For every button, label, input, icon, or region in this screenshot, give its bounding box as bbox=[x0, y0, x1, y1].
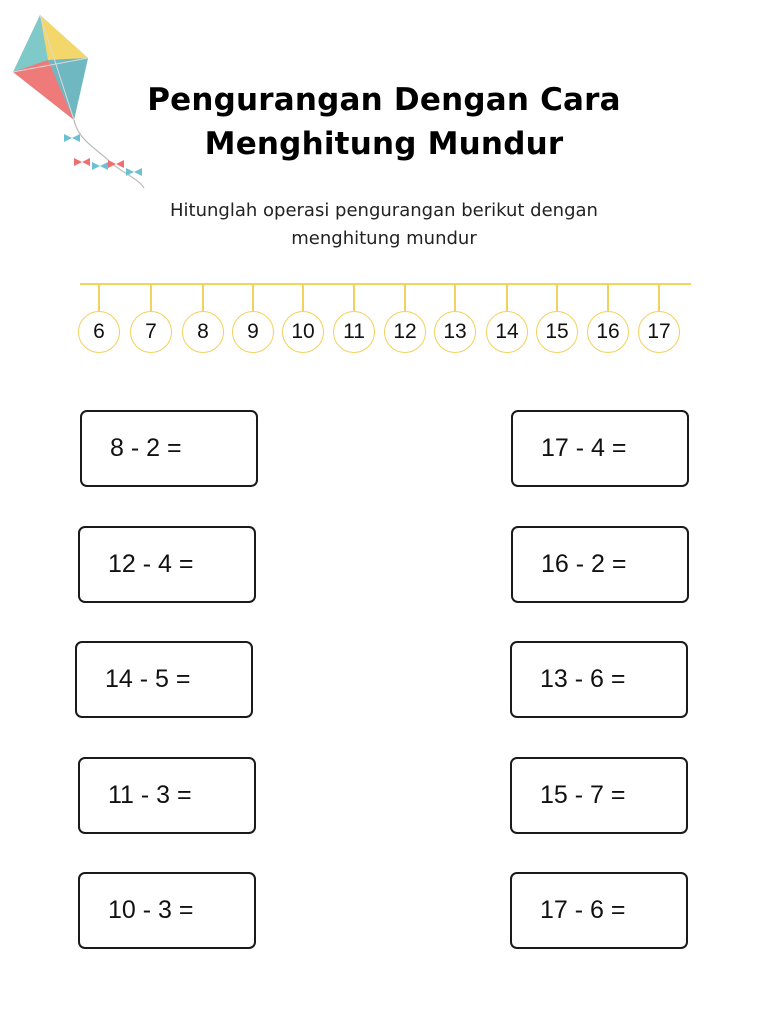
number-bead: 9 bbox=[232, 311, 274, 353]
number-bead: 17 bbox=[638, 311, 680, 353]
number-bead: 12 bbox=[384, 311, 426, 353]
number-bead: 6 bbox=[78, 311, 120, 353]
bead-string bbox=[202, 285, 204, 311]
number-line-rod bbox=[80, 283, 691, 285]
instructions-line-1: Hitunglah operasi pengurangan berikut dengan bbox=[170, 200, 598, 221]
number-bead: 8 bbox=[182, 311, 224, 353]
title-line-2: Menghitung Mundur bbox=[204, 126, 564, 162]
bead-string bbox=[607, 285, 609, 311]
instructions-line-2: menghitung mundur bbox=[291, 228, 477, 249]
number-bead: 14 bbox=[486, 311, 528, 353]
problem-card-left: 11 - 3 = bbox=[78, 757, 256, 834]
bead-string bbox=[302, 285, 304, 311]
problem-card-left: 14 - 5 = bbox=[75, 641, 253, 718]
bead-string bbox=[454, 285, 456, 311]
problem-card-right: 17 - 4 = bbox=[511, 410, 689, 487]
bead-string bbox=[404, 285, 406, 311]
problem-card-right: 15 - 7 = bbox=[510, 757, 688, 834]
problem-card-left: 12 - 4 = bbox=[78, 526, 256, 603]
bead-string bbox=[658, 285, 660, 311]
number-bead: 11 bbox=[333, 311, 375, 353]
number-bead: 15 bbox=[536, 311, 578, 353]
number-bead: 10 bbox=[282, 311, 324, 353]
problem-card-right: 16 - 2 = bbox=[511, 526, 689, 603]
problem-card-left: 10 - 3 = bbox=[78, 872, 256, 949]
bead-string bbox=[506, 285, 508, 311]
number-bead: 16 bbox=[587, 311, 629, 353]
problem-card-left: 8 - 2 = bbox=[80, 410, 258, 487]
bead-string bbox=[252, 285, 254, 311]
number-line bbox=[0, 0, 768, 380]
number-bead: 13 bbox=[434, 311, 476, 353]
number-bead: 7 bbox=[130, 311, 172, 353]
problem-card-right: 17 - 6 = bbox=[510, 872, 688, 949]
problem-card-right: 13 - 6 = bbox=[510, 641, 688, 718]
title-line-1: Pengurangan Dengan Cara bbox=[147, 82, 621, 118]
bead-string bbox=[353, 285, 355, 311]
bead-string bbox=[98, 285, 100, 311]
bead-string bbox=[150, 285, 152, 311]
bead-string bbox=[556, 285, 558, 311]
